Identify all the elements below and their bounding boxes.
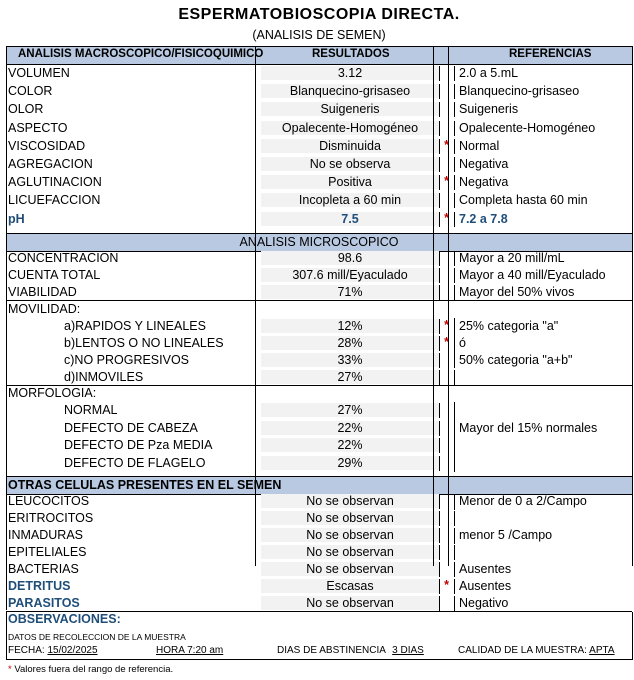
row-reference: Mayor del 50% vivos	[459, 285, 575, 299]
row-value: 7.5	[261, 212, 439, 226]
macro-row	[6, 139, 632, 156]
row-label: AGLUTINACION	[8, 175, 102, 190]
micro-row	[6, 268, 632, 285]
abstinencia-field	[277, 645, 424, 656]
report-subtitle: (ANALISIS DE SEMEN)	[252, 28, 386, 42]
row-value: Positiva	[261, 175, 439, 189]
movilidad-row	[6, 353, 632, 370]
morfologia-reference: Mayor del 15% normales	[459, 421, 598, 435]
row-reference: Mayor a 40 mill/Eyaculado	[459, 268, 606, 282]
row-reference: 2.0 a 5.mL	[459, 66, 519, 80]
other-cells-title: OTRAS CELULAS PRESENTES EN EL SEMEN	[8, 478, 282, 492]
recoleccion-label: DATOS DE RECOLECCION DE LA MUESTRA	[8, 632, 186, 642]
row-reference: Ausentes	[459, 579, 512, 593]
flag-cell	[439, 456, 455, 471]
row-reference: Blanquecino-grisaseo	[459, 84, 580, 99]
row-reference: Menor de 0 a 2/Campo	[459, 494, 587, 508]
flag-cell	[439, 285, 455, 300]
macro-row	[6, 102, 632, 119]
hora-label: HORA	[156, 645, 185, 656]
macro-row	[6, 175, 632, 192]
other-cells-header	[6, 476, 632, 495]
row-reference: menor 5 /Campo	[459, 528, 553, 542]
flag-cell	[439, 545, 455, 560]
row-value: Incopleta a 60 min	[261, 193, 439, 207]
macro-row	[6, 66, 632, 83]
row-value: 27%	[261, 403, 439, 417]
header-analysis: ANALISIS MACROSCOPICO/FISICOQUIMICO	[18, 48, 264, 60]
calidad-label: CALIDAD DE LA MUESTRA:	[458, 645, 587, 656]
row-label: VISCOSIDAD	[8, 138, 86, 153]
row-label: DEFECTO DE Pza MEDIA	[64, 438, 213, 452]
fecha-value: 15/02/2025	[47, 645, 98, 656]
row-label: d)INMOVILES	[64, 370, 144, 384]
footer-divider	[6, 659, 632, 660]
morfologia-row	[6, 403, 632, 420]
flag-cell	[439, 66, 455, 81]
flag-cell	[439, 403, 455, 418]
row-value: Disminuida	[261, 139, 439, 153]
row-label: PARASITOS	[8, 596, 80, 610]
row-value: No se observan	[261, 494, 439, 508]
row-label: c)NO PROGRESIVOS	[64, 353, 190, 367]
macro-row	[6, 193, 632, 210]
movilidad-row	[6, 336, 632, 353]
row-label: DEFECTO DE FLAGELO	[64, 455, 206, 470]
row-reference: Normal	[459, 138, 500, 153]
other-cell-row	[6, 562, 632, 579]
row-reference: Completa hasta 60 min	[459, 193, 588, 208]
row-value: Blanquecino-grisaseo	[261, 84, 439, 98]
row-label: DEFECTO DE CABEZA	[64, 420, 198, 435]
row-reference: ó	[459, 336, 466, 350]
row-label: DETRITUS	[8, 579, 71, 593]
flag-cell	[439, 268, 455, 283]
row-value: 29%	[261, 456, 439, 470]
row-reference: Opalecente-Homogéneo	[459, 120, 596, 135]
row-value: Suigeneris	[261, 102, 439, 116]
row-label: CUENTA TOTAL	[8, 268, 101, 282]
row-value: No se observan	[261, 545, 439, 559]
report-title: ESPERMATOBIOSCOPIA DIRECTA.	[178, 6, 460, 23]
row-value: No se observa	[261, 157, 439, 171]
row-label: INMADURAS	[8, 528, 84, 542]
macro-row	[6, 157, 632, 174]
row-value: 22%	[261, 421, 439, 435]
micro-title: ANALISIS MICROSCOPICO	[239, 235, 399, 249]
flag-cell	[439, 562, 455, 577]
other-cell-row	[6, 528, 632, 545]
macro-row	[6, 121, 632, 138]
row-reference: Negativo	[459, 596, 509, 610]
flag-star: *	[444, 137, 449, 152]
row-label: CONCENTRACION	[8, 251, 119, 265]
flag-cell	[439, 421, 455, 436]
row-label: BACTERIAS	[8, 562, 79, 576]
other-cell-row	[6, 494, 632, 511]
row-label: ASPECTO	[8, 120, 68, 135]
reference-bracket	[454, 402, 455, 472]
row-label: EPITELIALES	[8, 545, 87, 559]
table-border	[6, 611, 632, 612]
footnote-star: *	[8, 664, 12, 675]
flag-cell	[439, 596, 455, 611]
flag-star: *	[444, 318, 449, 332]
table-border	[255, 46, 256, 566]
row-value: 33%	[261, 353, 439, 367]
flag-cell	[439, 353, 455, 368]
row-reference: 7.2 a 7.8	[459, 211, 508, 226]
flag-cell	[439, 193, 455, 208]
row-label: a)RAPIDOS Y LINEALES	[64, 319, 206, 333]
table-border	[6, 46, 7, 610]
morfologia-row	[6, 456, 632, 473]
row-value: No se observan	[261, 528, 439, 542]
reference-bracket	[454, 494, 455, 510]
micro-section-header	[6, 233, 632, 252]
table-border	[6, 612, 7, 660]
table-border	[433, 46, 434, 566]
row-reference: Negativa	[459, 175, 509, 190]
reference-bracket	[454, 528, 455, 544]
macro-row	[6, 84, 632, 101]
row-label: OLOR	[8, 102, 44, 117]
row-value: No se observan	[261, 596, 439, 610]
footnote	[8, 664, 173, 675]
flag-cell	[439, 84, 455, 99]
row-reference: Suigeneris	[459, 102, 519, 117]
calidad-field	[458, 645, 615, 656]
hora-field	[156, 645, 223, 656]
fecha-field	[8, 645, 98, 656]
calidad-value: APTA	[589, 645, 615, 656]
movilidad-heading	[6, 302, 632, 319]
other-cell-row	[6, 545, 632, 562]
row-reference: Mayor a 20 mill/mL	[459, 251, 565, 265]
fecha-label: FECHA:	[8, 645, 45, 656]
row-value: 28%	[261, 336, 439, 350]
row-label: LEUCOCITOS	[8, 494, 90, 508]
morfologia-heading	[6, 386, 632, 403]
row-reference: 25% categoria "a"	[459, 319, 559, 333]
flag-cell	[439, 102, 455, 117]
row-value: No se observan	[261, 511, 439, 525]
hora-value: 7:20 am	[187, 645, 224, 656]
row-value: No se observan	[261, 562, 439, 576]
row-reference: Negativa	[459, 157, 509, 171]
flag-cell	[439, 121, 455, 136]
micro-row	[6, 251, 632, 268]
row-label: NORMAL	[64, 403, 118, 417]
row-label: pH	[8, 211, 25, 226]
row-value: 98.6	[261, 251, 439, 265]
flag-cell	[439, 370, 455, 385]
row-value: 3.12	[261, 66, 439, 80]
footnote-text: Valores fuera del rango de referencia.	[14, 664, 174, 675]
table-border	[632, 612, 633, 660]
other-cell-row	[6, 579, 632, 596]
row-label: MOVILIDAD:	[8, 302, 81, 316]
table-header	[6, 46, 632, 65]
row-label: VOLUMEN	[8, 66, 70, 80]
row-divider	[6, 300, 632, 301]
row-value: 307.6 mill/Eyaculado	[261, 268, 439, 282]
row-label: LICUEFACCION	[8, 193, 101, 208]
morfologia-row	[6, 438, 632, 455]
table-border	[448, 46, 449, 566]
observaciones-label: OBSERVACIONES:	[8, 612, 121, 626]
row-label: b)LENTOS O NO LINEALES	[64, 336, 224, 350]
reference-bracket	[454, 318, 455, 368]
row-value: 12%	[261, 319, 439, 333]
flag-star: *	[444, 210, 449, 225]
flag-cell	[439, 528, 455, 543]
flag-cell	[439, 511, 455, 526]
abstinencia-value: 3 DIAS	[392, 645, 424, 656]
row-label: MORFOLOGIA:	[8, 386, 97, 400]
abstinencia-label: DIAS DE ABSTINENCIA	[277, 645, 386, 656]
movilidad-row	[6, 319, 632, 336]
header-results: RESULTADOS	[312, 48, 390, 60]
row-value: Opalecente-Homogéneo	[261, 121, 439, 135]
row-label: ERITROCITOS	[8, 511, 94, 525]
row-label: VIABILIDAD	[8, 285, 77, 299]
row-value: Escasas	[261, 579, 439, 593]
other-cell-row	[6, 511, 632, 528]
row-value: 27%	[261, 370, 439, 384]
table-border	[632, 46, 633, 566]
flag-star: *	[444, 335, 449, 349]
row-label: COLOR	[8, 84, 53, 99]
flag-cell	[439, 494, 455, 509]
row-reference: Ausentes	[459, 562, 512, 576]
macro-row	[6, 212, 632, 229]
flag-cell	[439, 438, 455, 453]
row-value: 71%	[261, 285, 439, 299]
row-label: AGREGACION	[8, 157, 93, 171]
header-references: REFERENCIAS	[509, 48, 592, 60]
flag-star: *	[444, 578, 449, 592]
flag-cell	[439, 157, 455, 172]
flag-cell	[439, 251, 455, 266]
row-reference: 50% categoria "a+b"	[459, 353, 573, 367]
flag-star: *	[444, 174, 449, 189]
row-value: 22%	[261, 438, 439, 452]
